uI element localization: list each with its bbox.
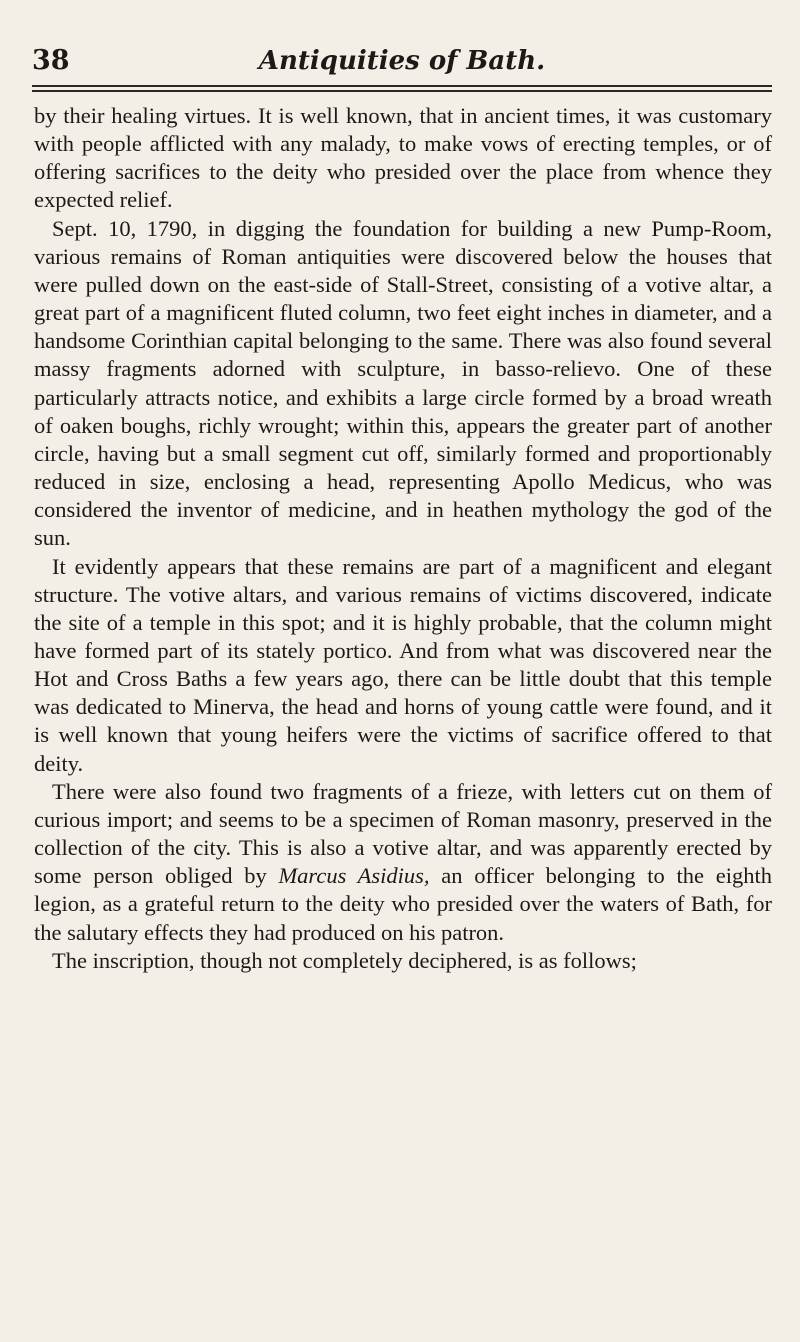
running-title: Antiquities of Bath. <box>258 46 546 76</box>
paragraph: The inscription, though not completely deciphered, is as follows; <box>52 947 637 973</box>
paragraph-text: There were also found two fragments of a frieze, with letters cut on them of curious import; and seems to be a specimen of Roman masonry, preserved in the collection of the city. This is also a votive altar, and was apparently erected by some person obliged by <box>34 778 772 889</box>
header-rule-bottom <box>32 90 772 92</box>
paragraph: It evidently appears that these remains are part of a magnificent and elegant structure. The votive altars, and various remains of victims discovered, indicate the site of a temple in this spot; and it is highly probable, that the column might have formed part of its stately portico. And from what was discovered near the Hot and Cross Baths a few years ago, there can be little doubt that this temple was dedicated to Minerva, the head and horns of young cattle were found, and it is well known that young heifers were the victims of sacrifice offered to that deity. <box>34 553 772 776</box>
page-header <box>32 46 772 80</box>
paragraph: by their healing virtues. It is well known, that in ancient times, it was customary with people afflicted with any malady, to make vows of erecting temples, or of offering sacrifices to the deity who presided over the place from whence they expected relief. <box>34 103 772 213</box>
header-rule-top <box>32 85 772 87</box>
italic-name: Marcus Asidius, <box>278 863 430 889</box>
paragraph <box>34 778 772 947</box>
page-number: 38 <box>32 45 70 76</box>
paragraph-text: an officer belonging to the eighth legion, as a grateful return to the deity who presided over the waters of Bath, for the salutary effects they had produced on his patron. <box>34 863 773 945</box>
paragraph: Sept. 10, 1790, in digging the foundation for building a new Pump-Room, various remains of Roman antiquities were discovered below the houses that were pulled down on the east-side of Stall-Street, consisting of a votive altar, a great part of a magnificent fluted column, two feet eight inches in diameter, and a handsome Corinthian capital belonging to the same. There was also found several massy fragments adorned with sculpture, in basso-relievo. One of these particularly attracts notice, and exhibits a large circle formed by a broad wreath of oaken boughs, richly wrought; within this, appears the greater part of another circle, having but a small segment cut off, similarly formed and proportionably reduced in size, enclosing a head, representing Apollo Medicus, who was considered the inventor of medicine, and in heathen mythology the god of the sun. <box>34 215 772 551</box>
body-text <box>34 102 772 975</box>
